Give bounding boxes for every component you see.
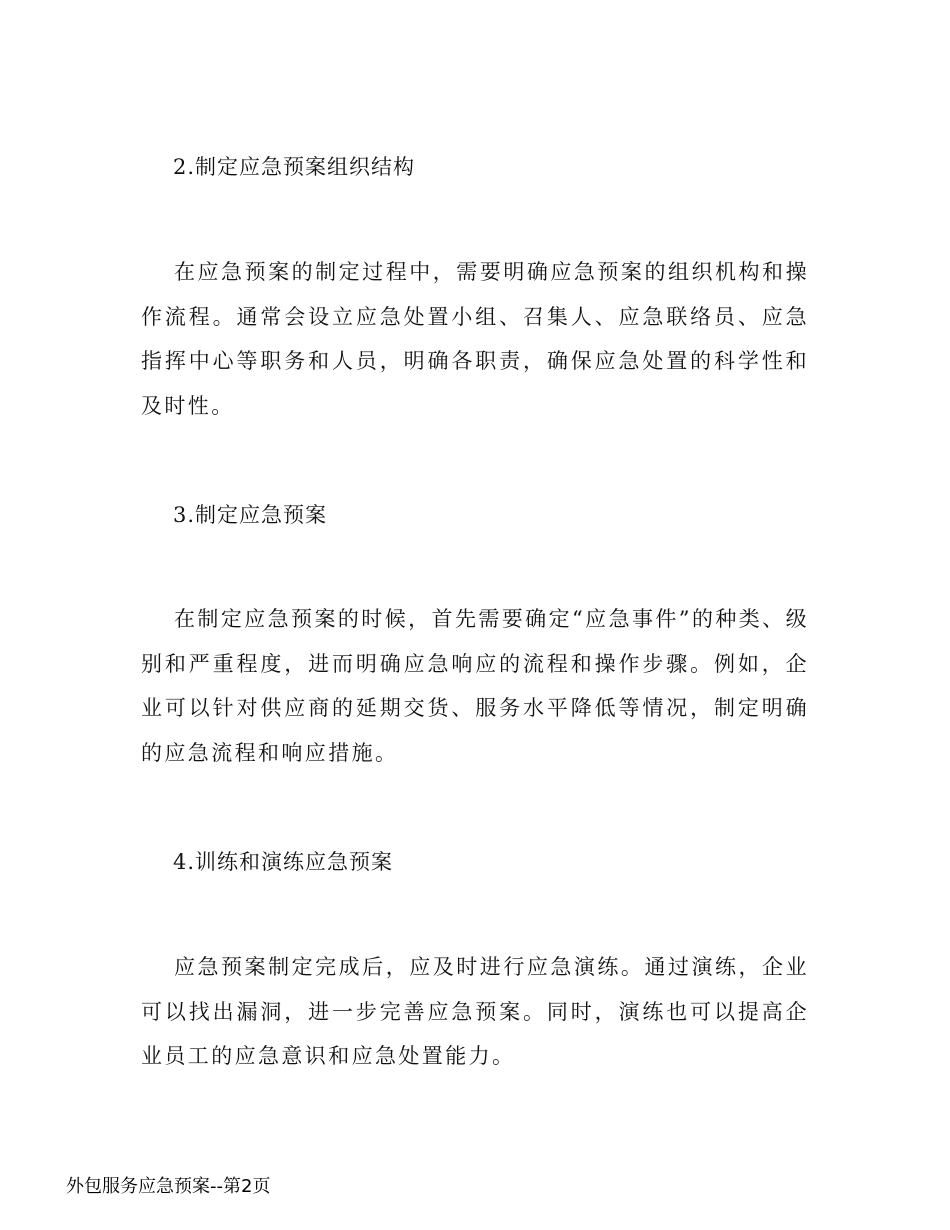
section-paragraph-2: 在应急预案的制定过程中，需要明确应急预案的组织机构和操作流程。通常会设立应急处置小组、召集人、应急联络员、应急指挥中心等职务和人员，明确各职责，确保应急处置的科学性和及时性。 xyxy=(141,260,809,418)
page-footer: 外包服务应急预案--第2页 xyxy=(66,1176,271,1197)
section-heading-3: 3.制定应急预案 xyxy=(173,503,328,527)
section-heading-2: 2.制定应急预案组织结构 xyxy=(173,155,416,179)
section-paragraph-4: 应急预案制定完成后，应及时进行应急演练。通过演练，企业可以找出漏洞，进一步完善应急预案。同时，演练也可以提高企业员工的应急意识和应急处置能力。 xyxy=(141,955,809,1068)
section-heading-4: 4.训练和演练应急预案 xyxy=(173,850,394,874)
section-paragraph-3: 在制定应急预案的时候，首先需要确定“应急事件”的种类、级别和严重程度，进而明确应急响应的流程和操作步骤。例如，企业可以针对供应商的延期交货、服务水平降低等情况，制定明确的应急流程和响应措施。 xyxy=(141,607,809,765)
